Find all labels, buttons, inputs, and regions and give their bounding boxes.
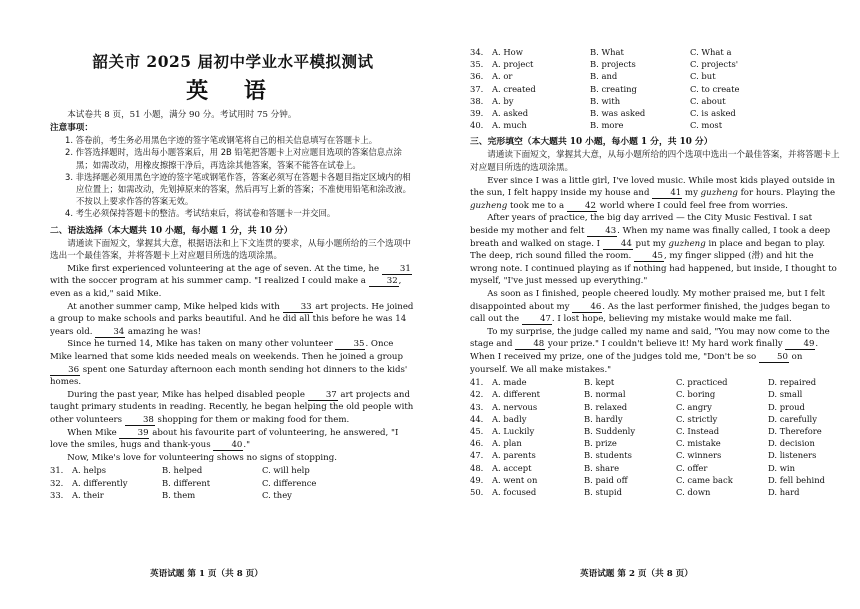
passage-text: took me to a [507, 200, 567, 211]
blank-41: 41 [652, 188, 682, 199]
option-choice: D. repaired [768, 377, 817, 388]
passage-text: . Once Mike learned that some kids needed meals on weekends. Then he joined a group [50, 339, 403, 362]
option-row [470, 437, 842, 449]
italic-word: guzheng [470, 200, 508, 211]
option-choice: B. Suddenly [584, 425, 636, 436]
notes-title: 注意事项： [50, 122, 93, 133]
italic-word: guzheng [700, 188, 738, 199]
blank-39: 39 [119, 428, 149, 439]
option-choice: A. parents [492, 450, 536, 461]
passage-text: shopping for them or making food for them. [154, 414, 350, 425]
passage-text: , my finger slipped (滑) and hit the wrong note. I continued playing as if nothing had happened, but inside, I thought to myself, "I've just messed up everything." [470, 251, 837, 287]
option-choice: D. win [768, 462, 795, 473]
option-row [470, 95, 842, 107]
exam-title: 韶关市 2025 届初中学业水平模拟测试 [92, 52, 374, 71]
page-footer-right: 英语试题 第 2 页（共 8 页） [580, 569, 693, 579]
passage-text: . I lost hope, believing my mistake would make me fail. [551, 314, 792, 325]
question-number: 50. [470, 486, 484, 497]
option-choice: A. or [492, 71, 513, 82]
passage-paragraph [50, 389, 416, 427]
blank-43: 43 [587, 226, 617, 237]
option-choice: D. decision [768, 438, 815, 449]
option-choice: C. difference [262, 477, 317, 488]
option-choice: A. project [492, 59, 534, 70]
passage-text: my [682, 188, 701, 199]
option-choice: B. more [590, 120, 624, 131]
blank-47: 47 [522, 314, 552, 325]
option-choice: B. normal [584, 389, 626, 400]
option-choice: D. carefully [768, 413, 817, 424]
question-number: 39. [470, 108, 484, 119]
section2-instruction: 请通读下面短文，掌握其大意，根据语法和上下文连贯的要求，从每小题所给的三个选项中选出一个最佳答案，并将答题卡上对应题目所选的选项涂黑。 [50, 238, 411, 262]
passage-text: After years of practice, the big day arrived — the City Music Festival. I sat beside my mother and felt [470, 213, 813, 236]
blank-36: 36 [50, 365, 80, 376]
option-choice: C. strictly [676, 413, 718, 424]
option-choice: D. listeners [768, 450, 817, 461]
option-choice: C. to create [690, 83, 740, 94]
option-choice: B. creating [590, 83, 637, 94]
option-row [470, 376, 842, 388]
passage-text: Since he turned 14, Mike has taken on many other volunteer [67, 339, 336, 350]
option-choice: B. relaxed [584, 401, 628, 412]
notes-list [50, 134, 416, 219]
blank-38: 38 [125, 415, 155, 426]
option-row [470, 107, 842, 119]
option-choice: C. about [690, 95, 726, 106]
option-choice: B. and [590, 71, 618, 82]
option-choice: C. winners [676, 450, 722, 461]
question-number: 31. [50, 465, 64, 476]
passage-paragraph [470, 175, 842, 213]
option-row [470, 46, 842, 58]
option-choice: A. Luckily [492, 425, 535, 436]
option-row [470, 474, 842, 486]
blank-35: 35 [335, 339, 365, 350]
passage-text: ." [243, 440, 251, 451]
option-choice: A. created [492, 83, 536, 94]
option-choice: B. paid off [584, 474, 628, 485]
question-number: 37. [470, 83, 484, 94]
option-choice: C. they [262, 489, 292, 500]
option-choice: D. fell behind [768, 474, 825, 485]
option-choice: B. kept [584, 377, 615, 388]
passage-paragraph [50, 338, 416, 388]
section3-options [470, 376, 842, 498]
option-choice: B. stupid [584, 486, 622, 497]
option-choice: C. projects' [690, 59, 739, 70]
passage-text: . As the last performer finished, the judges began to call out the [470, 301, 830, 325]
option-choice: A. nervous [492, 401, 538, 412]
option-choice: C. Instead [676, 425, 720, 436]
option-choice: C. came back [676, 474, 733, 485]
passage-paragraph [50, 427, 416, 452]
exam-intro: 本试卷共 8 页，51 小题，满分 90 分。考试用时 75 分钟。 [67, 110, 297, 120]
option-choice: B. hardly [584, 413, 623, 424]
question-number: 34. [470, 47, 484, 57]
option-choice: A. plan [492, 438, 522, 449]
question-number: 40. [470, 120, 484, 131]
option-choice: B. students [584, 450, 632, 461]
section2-heading: 二、语法选择（本大题共 10 小题，每小题 1 分，共 10 分） [50, 225, 293, 236]
passage-text: about his favourite part of volunteering, he answered, "I love the smiles, hugs and thank-yous [50, 427, 399, 451]
option-row [470, 58, 842, 70]
blank-33: 33 [283, 302, 313, 313]
option-choice: C. boring [676, 389, 716, 400]
option-choice: A. accept [492, 462, 532, 473]
blank-48: 48 [515, 339, 545, 350]
option-choice: B. them [162, 489, 196, 500]
passage-text: Ever since I was a little girl, I've loved music. While most kids played outside in the sun, I felt happy inside my house and [470, 175, 836, 199]
blank-37: 37 [308, 390, 338, 401]
option-row [470, 401, 842, 413]
option-row [470, 388, 842, 400]
option-row [50, 464, 416, 476]
passage-text: art projects and taught primary students in reading. Recently, he began helping the old people with other volunteers [50, 389, 414, 425]
note-item: 1. 答卷前，考生务必用黑色字迹的签字笔或钢笔将自己的相关信息填写在答题卡上。 [65, 135, 378, 146]
option-choice: B. projects [590, 59, 636, 70]
option-row [470, 70, 842, 82]
option-row [50, 489, 416, 501]
option-choice: A. much [492, 120, 527, 131]
question-number: 38. [470, 95, 484, 106]
passage-paragraph [50, 263, 416, 301]
option-choice: B. What [590, 47, 624, 57]
option-choice: D. Therefore [768, 425, 822, 436]
question-number: 48. [470, 462, 484, 473]
section2-options-right [470, 46, 842, 131]
section2-passage [50, 263, 416, 465]
question-number: 44. [470, 413, 484, 424]
option-choice: A. asked [492, 108, 529, 119]
italic-word: guzheng [668, 238, 706, 249]
note-item: 3. 非选择题必须用黑色字迹的签字笔或钢笔作答，答案必须写在答题卡各题目指定区域内的相应位置上；如需改动，先划掉原来的答案，然后再写上新的答案；不准使用铅笔和涂改液。不按以上要求作答的答案无效。 [65, 171, 411, 207]
option-choice: A. made [492, 377, 527, 388]
option-choice: A. by [492, 95, 514, 106]
option-choice: A. different [492, 389, 541, 400]
option-choice: C. mistake [676, 438, 721, 449]
blank-42: 42 [567, 201, 597, 212]
question-number: 32. [50, 477, 64, 488]
option-choice: B. helped [162, 465, 203, 476]
question-number: 46. [470, 438, 484, 449]
question-number: 43. [470, 401, 484, 412]
passage-text: amazing he was! [125, 326, 202, 337]
option-choice: A. their [72, 489, 104, 500]
option-choice: B. with [590, 95, 621, 106]
option-choice: D. hard [768, 486, 800, 497]
section3-heading: 三、完形填空（本大题共 10 小题，每小题 1 分，共 10 分） [470, 137, 713, 148]
passage-text: . When my name was finally called, I took a deep breath and walked on stage. I [470, 225, 831, 249]
blank-49: 49 [785, 339, 815, 350]
question-number: 42. [470, 389, 484, 400]
passage-text: with the soccer program at his summer camp. "I realized I could make a [50, 276, 369, 287]
passage-text: art projects. He joined a group to make schools and parks beautiful. And he did all this before he was 14 years old. [50, 301, 414, 337]
option-choice: B. different [162, 477, 211, 488]
option-row [470, 83, 842, 95]
passage-text: for hours. Playing the [737, 188, 836, 199]
passage-paragraph [470, 326, 842, 376]
option-choice: B. prize [584, 438, 617, 449]
option-choice: A. badly [492, 413, 527, 424]
blank-31: 31 [382, 264, 412, 275]
passage-text: on yourself. We all make mistakes." [470, 351, 803, 375]
passage-text: your prize." I couldn't believe it! My hard work finally [545, 339, 786, 350]
option-row [470, 413, 842, 425]
section2-options-left [50, 464, 416, 501]
option-row [470, 425, 842, 437]
page-2 [430, 0, 860, 609]
option-choice: B. share [584, 462, 620, 473]
question-number: 35. [470, 59, 484, 70]
passage-text: To my surprise, the judge called my name and said, "You may now come to the stage and [470, 326, 830, 350]
option-choice: D. small [768, 389, 803, 400]
note-item: 4. 考生必须保持答题卡的整洁。考试结束后，将试卷和答题卡一并交回。 [65, 208, 336, 219]
option-choice: C. is asked [690, 108, 736, 119]
question-number: 36. [470, 71, 484, 82]
passage-text: During the past year, Mike has helped disabled people [67, 389, 308, 400]
section3-instruction: 请通读下面短文，掌握其大意，从每小题所给的四个选项中选出一个最佳答案，并将答题卡上对应题目所选的选项涂黑。 [470, 150, 840, 174]
passage-text: At another summer camp, Mike helped kids with [67, 301, 283, 312]
passage-text: spent one Saturday afternoon each month sending hot dinners to the kids' homes. [50, 364, 408, 388]
option-choice: C. most [690, 120, 723, 131]
option-choice: C. What a [690, 47, 732, 57]
option-choice: C. angry [676, 401, 712, 412]
blank-50: 50 [759, 352, 789, 363]
option-row [470, 449, 842, 461]
passage-text: When Mike [67, 427, 120, 438]
option-choice: B. was asked [590, 108, 646, 119]
passage-text: world where I could feel free from worries. [596, 200, 788, 211]
exam-subject: 英 语 [186, 78, 280, 104]
option-choice: C. practiced [676, 377, 728, 388]
option-row [470, 486, 842, 498]
option-choice: A. differently [72, 477, 128, 488]
passage-paragraph [50, 301, 416, 339]
option-row [470, 119, 842, 131]
option-row [50, 477, 416, 489]
passage-text: As soon as I finished, people cheered loudly. My mother praised me, but I felt disappointed about my [470, 288, 825, 312]
question-number: 33. [50, 489, 64, 500]
option-row [470, 462, 842, 474]
blank-34: 34 [95, 327, 125, 338]
passage-text: Now, Mike's love for volunteering shows no signs of stopping. [67, 452, 337, 463]
question-number: 41. [470, 377, 484, 388]
blank-44: 44 [603, 239, 633, 250]
question-number: 45. [470, 425, 484, 436]
passage-text: put my [632, 238, 669, 249]
blank-32: 32 [369, 276, 399, 287]
passage-paragraph [470, 288, 842, 326]
passage-paragraph [470, 212, 842, 288]
passage-paragraph [50, 452, 416, 465]
option-choice: A. focused [492, 486, 537, 497]
passage-text: , even as a kid," said Mike. [50, 276, 402, 299]
option-choice: C. offer [676, 462, 708, 473]
page-footer-left: 英语试题 第 1 页（共 8 页） [150, 569, 263, 579]
blank-45: 45 [634, 251, 664, 262]
option-choice: C. but [690, 71, 716, 82]
blank-40: 40 [213, 440, 243, 451]
blank-46: 46 [572, 302, 602, 313]
option-choice: A. How [492, 47, 523, 57]
section3-passage [470, 175, 842, 377]
option-choice: A. went on [492, 474, 538, 485]
option-choice: D. proud [768, 401, 805, 412]
option-choice: C. down [676, 486, 711, 497]
question-number: 49. [470, 474, 484, 485]
option-choice: C. will help [262, 465, 310, 476]
passage-text: . When I received my prize, one of the judges told me, "Don't be so [470, 339, 819, 362]
passage-text: Mike first experienced volunteering at the age of seven. At the time, he [67, 263, 382, 274]
passage-text: in place and began to play. The deep, rich sound filled the room. [470, 238, 826, 262]
note-item: 2. 作答选择题时，选出每小题答案后，用 2B 铅笔把答题卡上对应题目选项的答案信息点涂黑；如需改动，用橡皮擦擦干净后，再选涂其他答案，答案不能答在试卷上。 [65, 147, 402, 170]
question-number: 47. [470, 450, 484, 461]
option-choice: A. helps [72, 465, 107, 476]
